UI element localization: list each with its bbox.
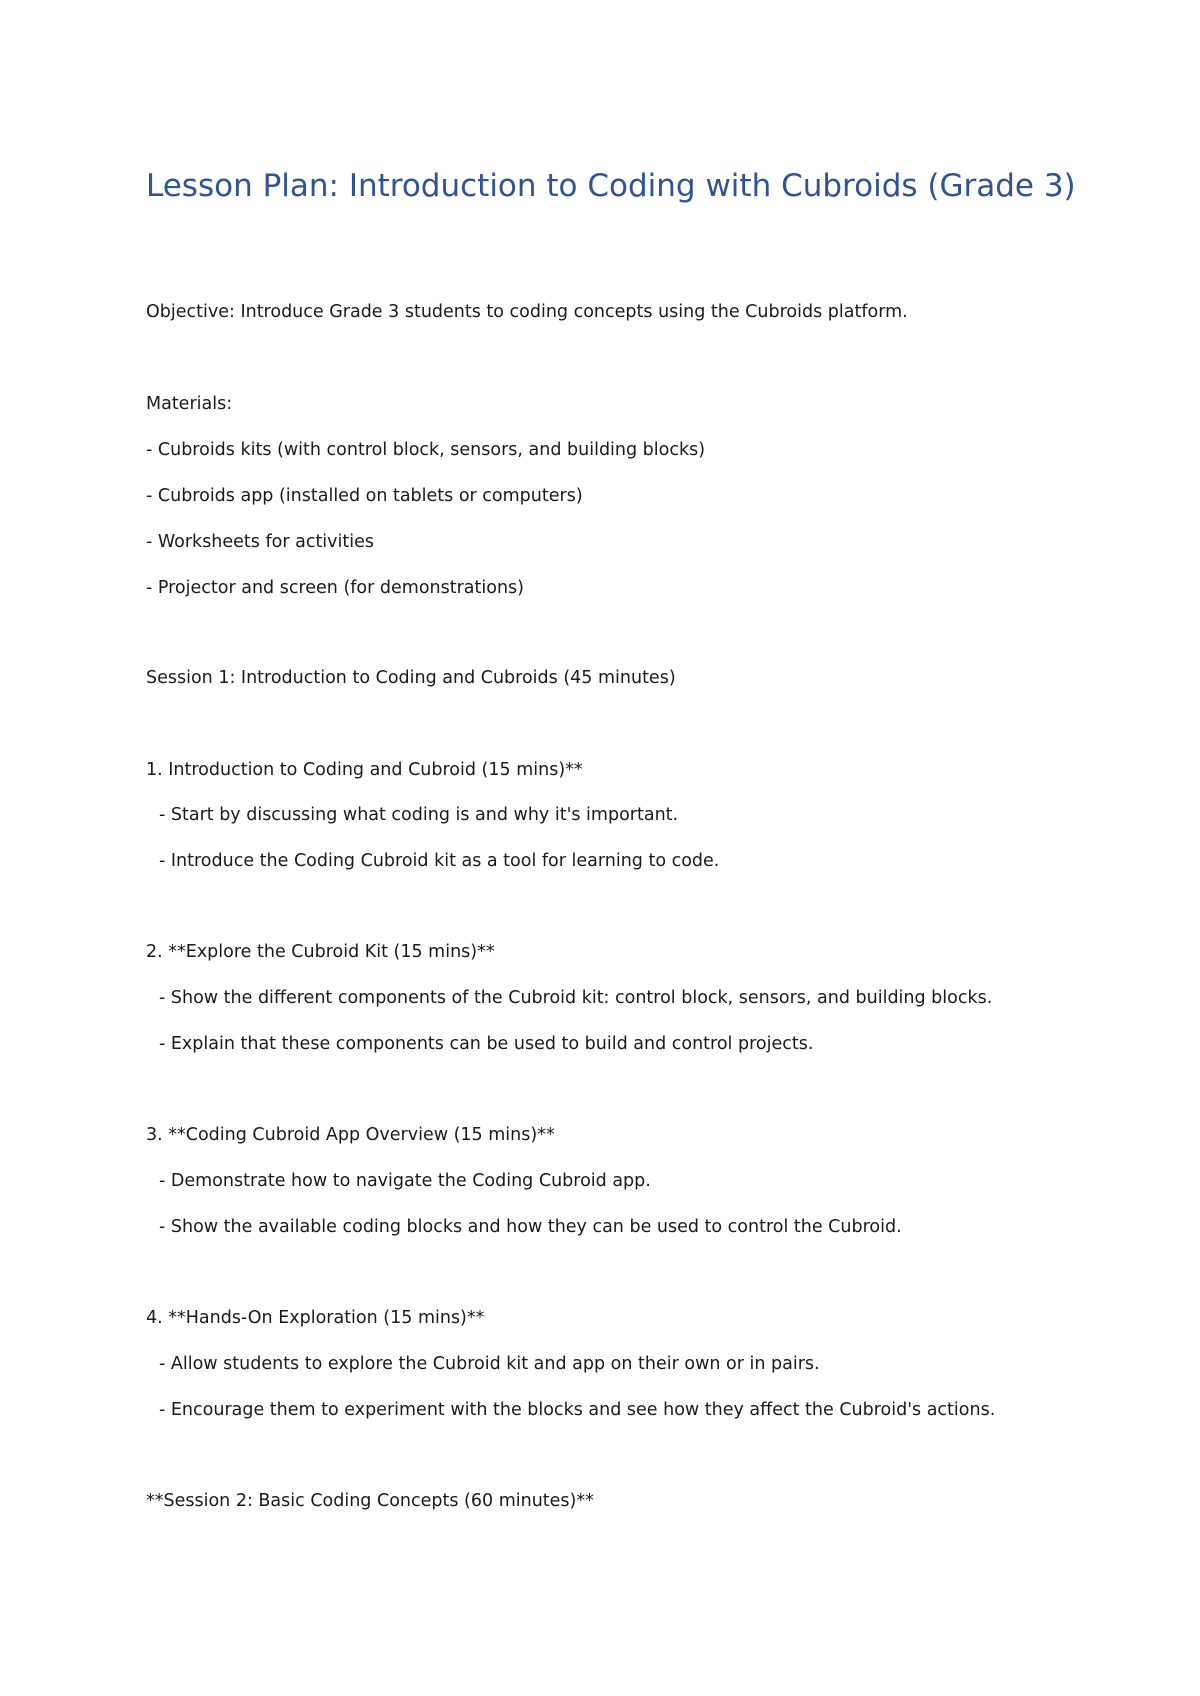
- session2-heading: **Session 2: Basic Coding Concepts (60 minutes)**: [146, 1491, 594, 1511]
- step-bullet: - Start by discussing what coding is and why it's important.: [159, 805, 679, 825]
- objective-text: Objective: Introduce Grade 3 students to coding concepts using the Cubroids platform.: [146, 302, 908, 322]
- step-title: 1. Introduction to Coding and Cubroid (15 mins)**: [146, 760, 583, 780]
- materials-item: - Cubroids app (installed on tablets or computers): [146, 486, 583, 506]
- step-title: 3. **Coding Cubroid App Overview (15 mins)**: [146, 1125, 555, 1145]
- materials-item: - Projector and screen (for demonstrations): [146, 578, 524, 598]
- step-bullet: - Allow students to explore the Cubroid kit and app on their own or in pairs.: [159, 1354, 820, 1374]
- step-bullet: - Encourage them to experiment with the blocks and see how they affect the Cubroid's actions.: [159, 1400, 996, 1420]
- step-title: 2. **Explore the Cubroid Kit (15 mins)**: [146, 942, 495, 962]
- materials-item: - Cubroids kits (with control block, sensors, and building blocks): [146, 440, 706, 460]
- step-bullet: - Show the different components of the Cubroid kit: control block, sensors, and building blocks.: [159, 988, 993, 1008]
- step-bullet: - Show the available coding blocks and how they can be used to control the Cubroid.: [159, 1217, 902, 1237]
- materials-item: - Worksheets for activities: [146, 532, 374, 552]
- step-title: 4. **Hands-On Exploration (15 mins)**: [146, 1308, 485, 1328]
- step-bullet: - Explain that these components can be used to build and control projects.: [159, 1034, 814, 1054]
- step-bullet: - Introduce the Coding Cubroid kit as a tool for learning to code.: [159, 851, 720, 871]
- step-bullet: - Demonstrate how to navigate the Coding Cubroid app.: [159, 1171, 651, 1191]
- document-title: Lesson Plan: Introduction to Coding with Cubroids (Grade 3): [146, 168, 1076, 204]
- session1-heading: Session 1: Introduction to Coding and Cubroids (45 minutes): [146, 668, 676, 688]
- materials-heading: Materials:: [146, 394, 233, 414]
